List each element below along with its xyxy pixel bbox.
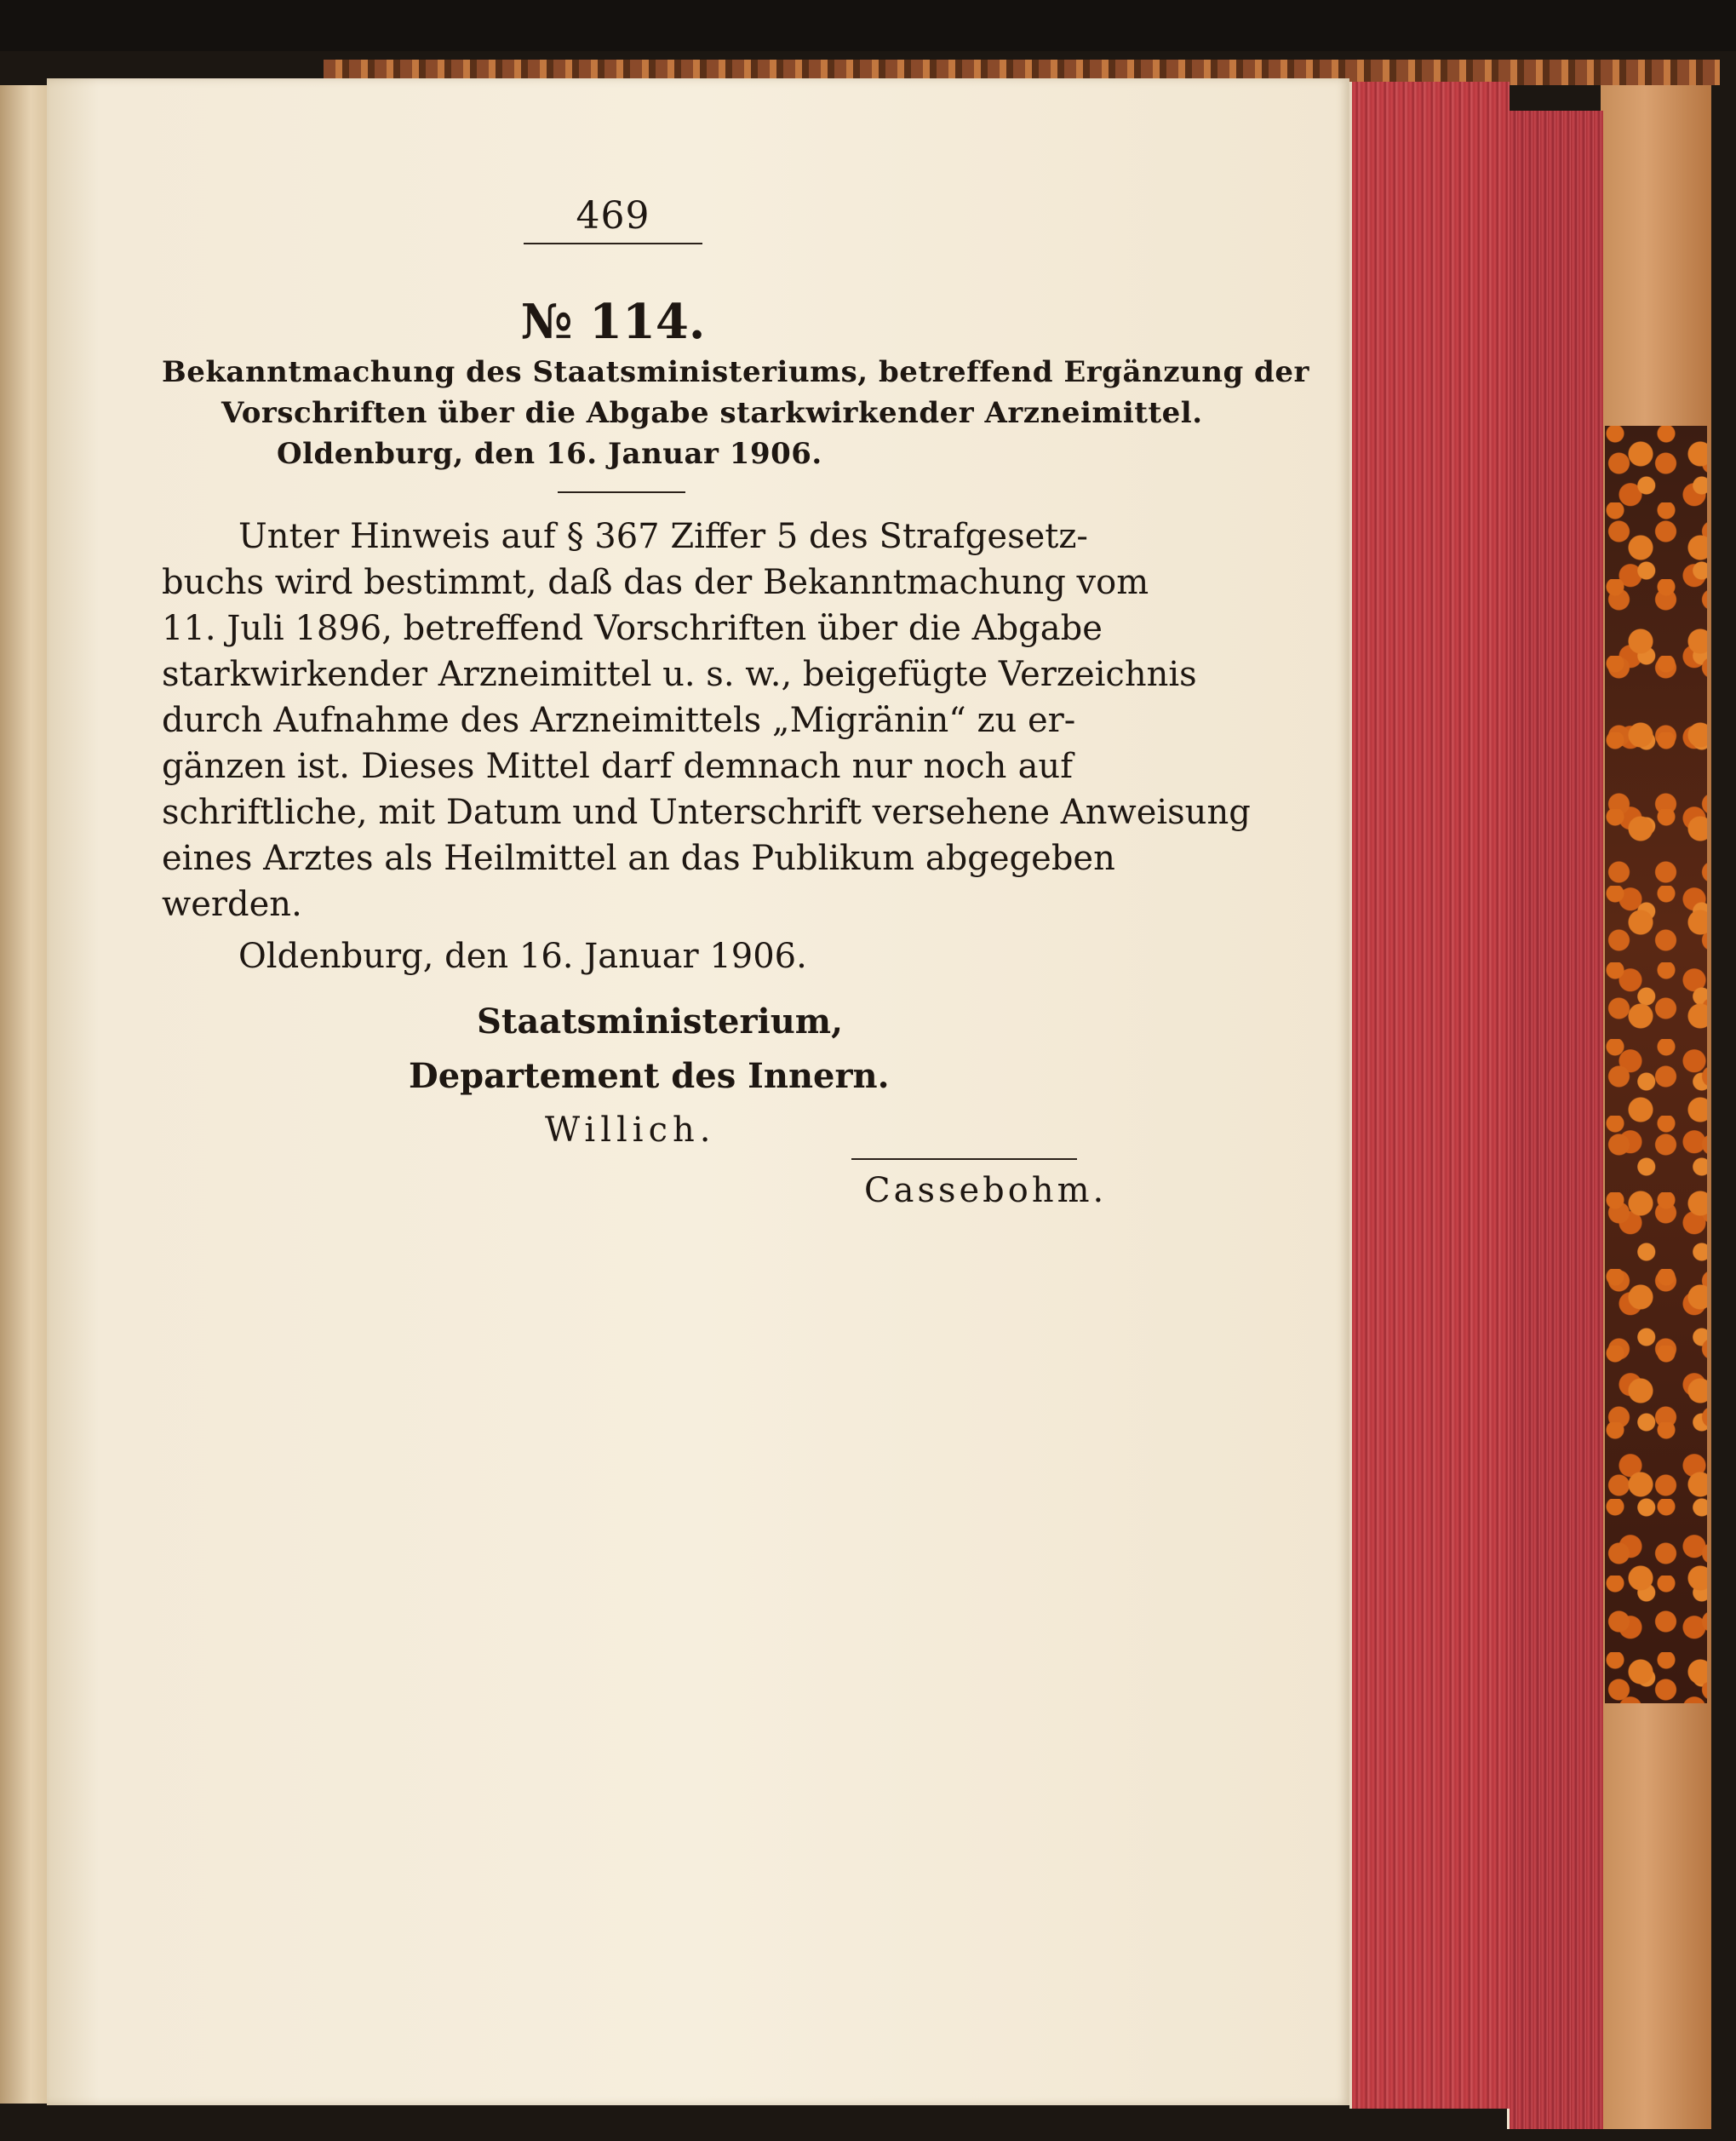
body-line-4: starkwirkender Arzneimittel u. s. w., beigefügte Verzeichnis <box>162 655 1197 694</box>
date-line: Oldenburg, den 16. Januar 1906. <box>238 937 807 976</box>
signature-department: Departement des Innern. <box>409 1056 890 1096</box>
body-line-9: werden. <box>162 885 302 924</box>
body-line-1: Unter Hinweis auf § 367 Ziffer 5 des Strafgesetz- <box>238 517 1088 556</box>
page-edges-red <box>1349 82 1510 2109</box>
heading-line-1: Bekanntmachung des Staatsministeriums, betreffend Ergänzung der <box>162 355 1309 389</box>
page-number: 469 <box>576 194 650 238</box>
body-line-3: 11. Juli 1896, betreffend Vorschriften über die Abgabe <box>162 609 1103 648</box>
page-edges-inner <box>1507 111 1603 2129</box>
document-number: № 114. <box>520 294 706 350</box>
countersign-rule <box>851 1158 1077 1160</box>
countersign-name: Cassebohm. <box>864 1171 1108 1210</box>
heading-line-2: Vorschriften über die Abgabe starkwirkender Arzneimittel. <box>221 396 1203 430</box>
body-line-8: eines Arztes als Heilmittel an das Publikum abgegeben <box>162 839 1115 878</box>
signature-name: Willich. <box>545 1111 716 1150</box>
body-line-2: buchs wird bestimmt, daß das der Bekanntmachung vom <box>162 563 1149 602</box>
body-line-7: schriftliche, mit Datum und Unterschrift versehene Anweisung <box>162 793 1251 832</box>
heading-line-3: Oldenburg, den 16. Januar 1906. <box>277 437 822 471</box>
heading-rule <box>558 491 685 493</box>
body-line-5: durch Aufnahme des Arzneimittels „Migränin“ zu er- <box>162 701 1076 740</box>
body-line-6: gänzen ist. Dieses Mittel darf demnach nur noch auf <box>162 747 1073 786</box>
left-page-edge <box>0 85 53 2104</box>
marbled-endpaper <box>1605 426 1707 1703</box>
page-number-rule <box>524 243 702 244</box>
signature-authority: Staatsministerium, <box>477 1002 844 1042</box>
